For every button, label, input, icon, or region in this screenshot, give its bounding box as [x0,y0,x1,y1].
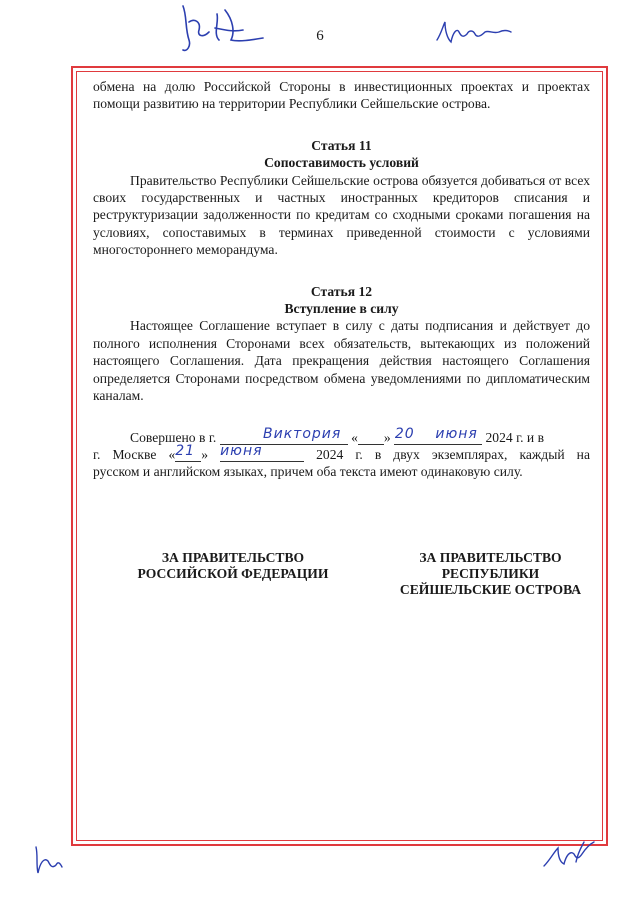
left-margin-initials [30,843,64,879]
party-seychelles: ЗА ПРАВИТЕЛЬСТВО РЕСПУБЛИКИ СЕЙШЕЛЬСКИЕ ОСТРОВА [399,550,582,597]
article-11-title: Сопоставимость условий [264,155,419,171]
day-2-field [175,442,201,462]
month-2-handwritten: июня [220,442,263,459]
month-1-field [394,425,482,445]
done-line-3: русском и английском языках, причем оба текста имеют одинаковую силу. [93,464,523,480]
month-2-field [220,442,304,462]
russian-signature [173,0,273,54]
right-margin-initials [540,838,596,872]
done-prefix: Совершено в г. [130,429,217,445]
month-1-handwritten: июня [435,425,478,442]
day-1-handwritten: 20 [394,425,415,442]
day-1-field [358,425,415,445]
continuation-paragraph: обмена на долю Российской Стороны в инвестиционных проектах и проектах помощи развитию на территории Республики Сейшельские острова. [93,79,590,112]
article-12-title: Вступление в силу [284,301,399,317]
party-russia: ЗА ПРАВИТЕЛЬСТВО РОССИЙСКОЙ ФЕДЕРАЦИИ [137,550,329,581]
year-2-text: 2024 г. в двух экземплярах, каждый на [316,446,590,462]
done-line-2-prefix: г. Москве [93,446,157,462]
city-1-handwritten: Виктория [263,425,342,442]
done-line-2: г. Москве «21 » июня 2024 г. в двух экземплярах, каждый на [93,442,590,462]
article-12-number: Статья 12 [310,283,373,299]
article-11-number: Статья 11 [311,137,372,153]
seychelles-signature [433,18,513,48]
article-12-body: Настоящее Соглашение вступает в силу с даты подписания и действует до полного исполнения Сторонами всех обязательств, вытекающих из положений настоящего Соглашения. Дата прекращения действия настоящего Соглашения определяется Сторонами посредством обмена уведомлениями по дипломатическим каналам. [93,318,590,404]
document-body [93,78,590,481]
done-line-1: Совершено в г. Виктория « 20» июня 2024 г. и в [130,425,545,445]
year-1-text: 2024 г. и в [485,429,545,445]
article-11-body: Правительство Республики Сейшельские острова обязуется добиваться от всех своих государственных и частных иностранных кредиторов списания и реструктуризации задолженности по кредитам со сходными сроками погашения на условиях, сопоставимых в терминах приведенной стоимости с условиями многостороннего меморандума. [93,172,590,258]
day-2-handwritten: 21 [175,442,196,459]
page-number: 6 [316,28,324,44]
